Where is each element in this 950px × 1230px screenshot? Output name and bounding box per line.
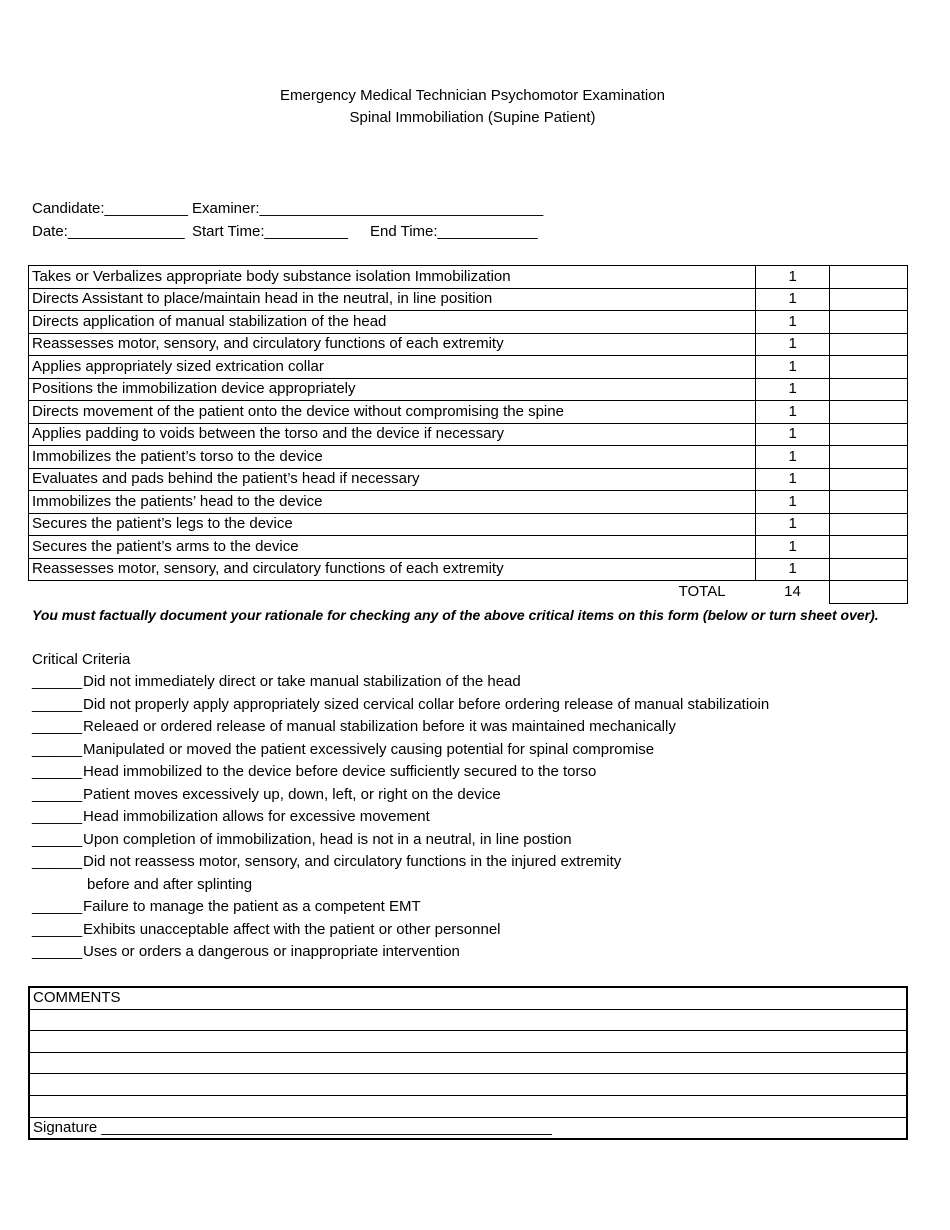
critical-criteria-item — [32, 762, 769, 785]
item-row — [29, 266, 908, 289]
criteria-check-blank[interactable]: ______ — [32, 898, 83, 915]
item-points: 1 — [756, 356, 830, 379]
criteria-text: Upon completion of immobilization, head is not in a neutral, in line postion — [83, 830, 572, 848]
criteria-check-blank[interactable]: ______ — [32, 943, 83, 960]
item-points: 1 — [756, 288, 830, 311]
item-description: Applies padding to voids between the torso and the device if necessary — [29, 423, 756, 446]
item-description: Secures the patient’s legs to the device — [29, 513, 756, 536]
criteria-text: before and after splinting — [87, 875, 253, 893]
item-points: 1 — [756, 266, 830, 289]
total-row — [29, 581, 908, 604]
start-time-field[interactable]: Start Time:__________ — [192, 223, 348, 240]
critical-criteria-item — [32, 785, 769, 808]
criteria-check-blank[interactable]: ______ — [32, 763, 83, 780]
criteria-check-blank[interactable]: ______ — [32, 808, 83, 825]
item-row — [29, 446, 908, 469]
item-points: 1 — [756, 423, 830, 446]
comments-table — [28, 986, 908, 1140]
item-description: Immobilizes the patients’ head to the device — [29, 491, 756, 514]
critical-criteria-item — [32, 920, 769, 943]
criteria-check-blank[interactable]: ______ — [32, 695, 83, 713]
criteria-text: Exhibits unacceptable affect with the patient or other personnel — [83, 920, 501, 938]
critical-criteria-item — [32, 740, 769, 763]
item-description: Takes or Verbalizes appropriate body substance isolation Immobilization — [29, 266, 756, 289]
criteria-check-blank[interactable]: ______ — [32, 853, 83, 870]
item-row — [29, 558, 908, 581]
item-row — [29, 288, 908, 311]
criteria-text: Patient moves excessively up, down, left, or right on the device — [83, 785, 501, 803]
form-title: Emergency Medical Technician Psychomotor Examination — [280, 87, 665, 104]
comment-line[interactable] — [29, 1031, 907, 1053]
criteria-check-blank[interactable]: ______ — [32, 830, 83, 848]
criteria-text: Manipulated or moved the patient excessively causing potential for spinal compromise — [83, 740, 655, 758]
item-points: 1 — [756, 333, 830, 356]
total-points: 14 — [756, 581, 830, 604]
comment-line[interactable] — [29, 1095, 907, 1117]
item-row — [29, 356, 908, 379]
total-score-box[interactable] — [830, 581, 908, 604]
criteria-continuation — [32, 875, 769, 898]
critical-criteria-item — [32, 942, 769, 965]
item-row — [29, 378, 908, 401]
item-row — [29, 423, 908, 446]
item-points: 1 — [756, 468, 830, 491]
item-points: 1 — [756, 558, 830, 581]
item-points: 1 — [756, 378, 830, 401]
criteria-text: Failure to manage the patient as a competent EMT — [83, 898, 421, 915]
item-score-box[interactable] — [830, 468, 908, 491]
item-row — [29, 491, 908, 514]
total-label: TOTAL — [29, 581, 756, 604]
criteria-check-blank[interactable]: ______ — [32, 718, 83, 735]
item-row — [29, 513, 908, 536]
critical-criteria-item — [32, 807, 769, 830]
end-time-field[interactable]: End Time:____________ — [370, 223, 538, 240]
skill-items-table — [28, 265, 908, 604]
item-description: Evaluates and pads behind the patient’s head if necessary — [29, 468, 756, 491]
criteria-text: Head immobilized to the device before device sufficiently secured to the torso — [83, 763, 597, 780]
criteria-text: Releaed or ordered release of manual stabilization before it was maintained mechanically — [83, 718, 676, 735]
item-points: 1 — [756, 446, 830, 469]
item-points: 1 — [756, 491, 830, 514]
comment-line[interactable] — [29, 1052, 907, 1074]
item-score-box[interactable] — [830, 513, 908, 536]
criteria-check-blank[interactable]: ______ — [32, 673, 83, 690]
critical-criteria-item — [32, 897, 769, 920]
documentation-note: You must factually document your rationale for checking any of the above critical items on this form (below or turn sheet over). — [32, 607, 879, 623]
signature-line[interactable]: Signature ______________________________________________________ — [29, 1117, 907, 1139]
criteria-text: Head immobilization allows for excessive movement — [83, 808, 430, 825]
item-score-box[interactable] — [830, 536, 908, 559]
item-description: Positions the immobilization device appropriately — [29, 378, 756, 401]
criteria-text: Uses or orders a dangerous or inappropriate intervention — [83, 943, 460, 960]
item-score-box[interactable] — [830, 446, 908, 469]
item-row — [29, 536, 908, 559]
examiner-field[interactable]: Examiner:__________________________________ — [192, 200, 544, 217]
item-score-box[interactable] — [830, 401, 908, 424]
critical-criteria-item — [32, 695, 769, 718]
item-score-box[interactable] — [830, 378, 908, 401]
item-description: Directs movement of the patient onto the device without compromising the spine — [29, 401, 756, 424]
item-row — [29, 401, 908, 424]
comment-line[interactable] — [29, 1009, 907, 1031]
comments-label: COMMENTS — [29, 987, 907, 1009]
item-score-box[interactable] — [830, 333, 908, 356]
critical-criteria-item — [32, 672, 769, 695]
item-description: Applies appropriately sized extrication collar — [29, 356, 756, 379]
item-score-box[interactable] — [830, 288, 908, 311]
item-score-box[interactable] — [830, 423, 908, 446]
item-description: Immobilizes the patient’s torso to the device — [29, 446, 756, 469]
item-points: 1 — [756, 311, 830, 334]
criteria-text: Did not immediately direct or take manual stabilization of the head — [83, 673, 521, 690]
comment-line[interactable] — [29, 1074, 907, 1096]
criteria-check-blank[interactable]: ______ — [32, 740, 83, 758]
item-description: Directs application of manual stabilization of the head — [29, 311, 756, 334]
item-points: 1 — [756, 513, 830, 536]
criteria-text: Did not reassess motor, sensory, and circulatory functions in the injured extremity — [83, 853, 622, 870]
item-score-box[interactable] — [830, 266, 908, 289]
candidate-field[interactable]: Candidate:__________ — [32, 200, 188, 217]
item-description: Directs Assistant to place/maintain head in the neutral, in line position — [29, 288, 756, 311]
critical-criteria-title: Critical Criteria — [32, 651, 131, 668]
form-subtitle: Spinal Immobiliation (Supine Patient) — [349, 109, 596, 126]
criteria-check-blank[interactable]: ______ — [32, 785, 83, 803]
item-score-box[interactable] — [830, 558, 908, 581]
item-description: Reassesses motor, sensory, and circulatory functions of each extremity — [29, 333, 756, 356]
item-points: 1 — [756, 401, 830, 424]
critical-criteria-item — [32, 830, 769, 853]
date-field[interactable]: Date:______________ — [32, 223, 185, 240]
item-score-box[interactable] — [830, 311, 908, 334]
item-points: 1 — [756, 536, 830, 559]
critical-criteria-list — [32, 672, 769, 965]
item-description: Secures the patient’s arms to the device — [29, 536, 756, 559]
item-description: Reassesses motor, sensory, and circulatory functions of each extremity — [29, 558, 756, 581]
item-row — [29, 311, 908, 334]
item-score-box[interactable] — [830, 356, 908, 379]
item-score-box[interactable] — [830, 491, 908, 514]
critical-criteria-item — [32, 852, 769, 875]
criteria-text: Did not properly apply appropriately sized cervical collar before ordering release of manual stabilizatioin — [83, 695, 770, 713]
critical-criteria-item — [32, 717, 769, 740]
item-row — [29, 333, 908, 356]
item-row — [29, 468, 908, 491]
criteria-check-blank[interactable]: ______ — [32, 920, 83, 938]
